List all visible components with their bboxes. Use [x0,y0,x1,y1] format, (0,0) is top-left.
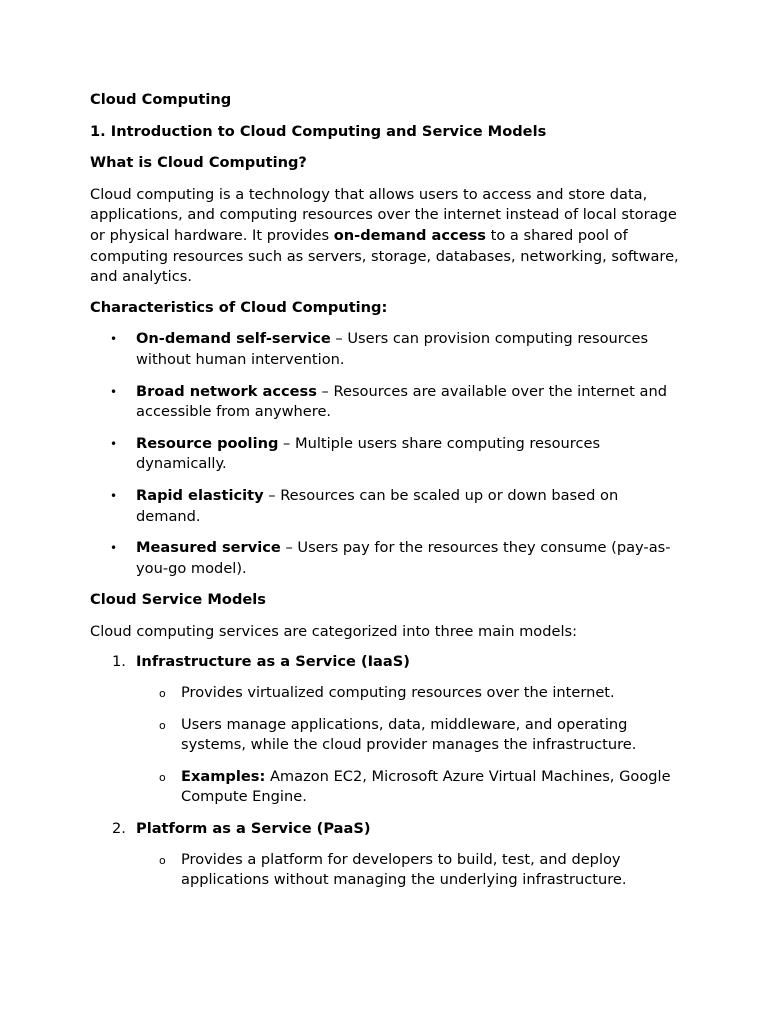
sub-list-item [136,850,680,891]
item-number: 2. [112,820,126,838]
item-number: 1. [112,653,126,671]
item-term: Broad network access [136,382,317,400]
sub-list-item [136,715,680,756]
model-title: Platform as a Service (PaaS) [136,820,371,838]
circle-bullet-icon: o [159,687,166,701]
list-item [90,329,680,370]
circle-bullet-icon: o [159,718,166,732]
list-item [90,538,680,579]
model-points [136,850,680,891]
what-is-heading: What is Cloud Computing? [90,154,307,172]
characteristics-list [90,329,680,579]
service-models-heading: Cloud Service Models [90,591,266,609]
model-item-iaas [90,652,680,808]
item-term: Resource pooling [136,434,279,452]
bullet-icon: • [110,436,118,451]
list-item [90,486,680,527]
item-term: Measured service [136,539,281,557]
characteristics-heading: Characteristics of Cloud Computing: [90,298,388,316]
intro-text-end: to a shared pool of computing resources such as servers, storage, databases, networking, software, and analytics. [90,226,679,286]
item-description: – Resources can be scaled up or down based on demand. [136,486,619,525]
bullet-icon: • [110,332,118,347]
document-title: Cloud Computing [90,91,232,108]
model-points [136,683,680,808]
item-description: – Users pay for the resources they consume (pay-as-you-go model). [136,539,671,577]
item-description: – Multiple users share computing resources dynamically. [136,434,601,473]
service-models-list [90,652,680,890]
point-text: Users manage applications, data, middleware, and operating systems, while the cloud provider manages the infrastructure. [181,715,637,754]
circle-bullet-icon: o [159,853,166,867]
examples-text: Amazon EC2, Microsoft Azure Virtual Machines, Google Compute Engine. [181,767,671,806]
intro-paragraph [90,185,680,288]
intro-bold-text: on-demand access [333,226,486,244]
circle-bullet-icon: o [159,770,166,784]
point-text: Provides virtualized computing resources over the internet. [181,684,615,702]
sub-list-item [136,767,680,808]
bullet-icon: • [110,541,118,556]
item-term: Rapid elasticity [136,486,264,504]
sub-list-item [136,683,680,704]
examples-label: Examples: [181,767,266,785]
list-item [90,382,680,423]
list-item [90,434,680,475]
section-heading: 1. Introduction to Cloud Computing and Service Models [90,122,547,140]
bullet-icon: • [110,384,118,399]
item-description: – Resources are available over the internet and accessible from anywhere. [136,382,667,421]
model-item-paas [90,819,680,891]
item-description: – Users can provision computing resources without human intervention. [136,330,649,368]
service-models-intro: Cloud computing services are categorized into three main models: [90,622,578,640]
item-term: On-demand self-service [136,330,331,348]
point-text: Provides a platform for developers to build, test, and deploy applications without managing the underlying infrastructure. [181,850,627,889]
model-title: Infrastructure as a Service (IaaS) [136,653,410,671]
intro-text: Cloud computing is a technology that allows users to access and store data, applications, and computing resources over the internet instead of local storage or physical hardware. It provides [90,185,677,244]
document-page [90,90,680,902]
bullet-icon: • [110,488,118,503]
